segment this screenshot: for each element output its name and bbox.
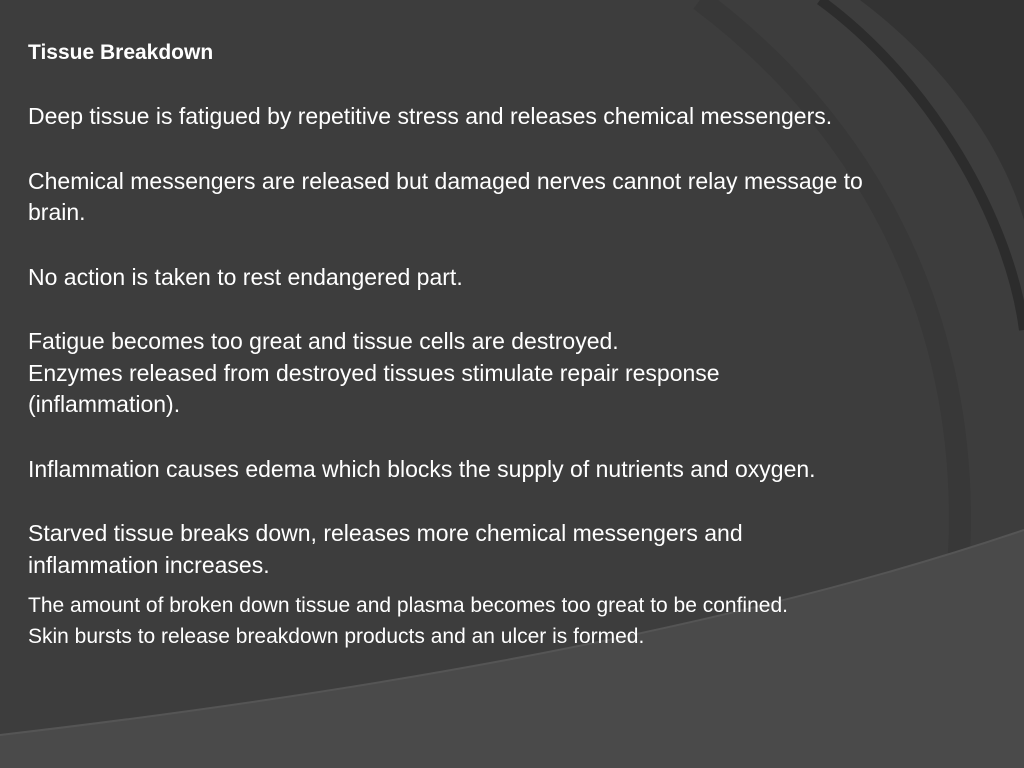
paragraph-starved-tissue: Starved tissue breaks down, releases more chemical messengers and inflammation increases.: [28, 520, 743, 578]
paragraph-ulcer-formed: The amount of broken down tissue and plasma becomes too great to be confined. Skin bursts to release breakdown products and an ulcer is formed.: [28, 594, 788, 648]
paragraph-fatigue: Deep tissue is fatigued by repetitive stress and releases chemical messengers.: [28, 103, 833, 129]
paragraph-cells-destroyed: Fatigue becomes too great and tissue cells are destroyed. Enzymes released from destroyed tissues stimulate repair response (inflammation).: [28, 328, 720, 417]
slide-title: Tissue Breakdown: [28, 41, 214, 64]
paragraph-messengers: Chemical messengers are released but damaged nerves cannot relay message to brain.: [28, 167, 863, 225]
paragraph-inflammation: Inflammation causes edema which blocks the supply of nutrients and oxygen.: [28, 455, 816, 482]
slide-content: [28, 38, 1003, 652]
paragraph-no-action: No action is taken to rest endangered part.: [28, 263, 463, 290]
